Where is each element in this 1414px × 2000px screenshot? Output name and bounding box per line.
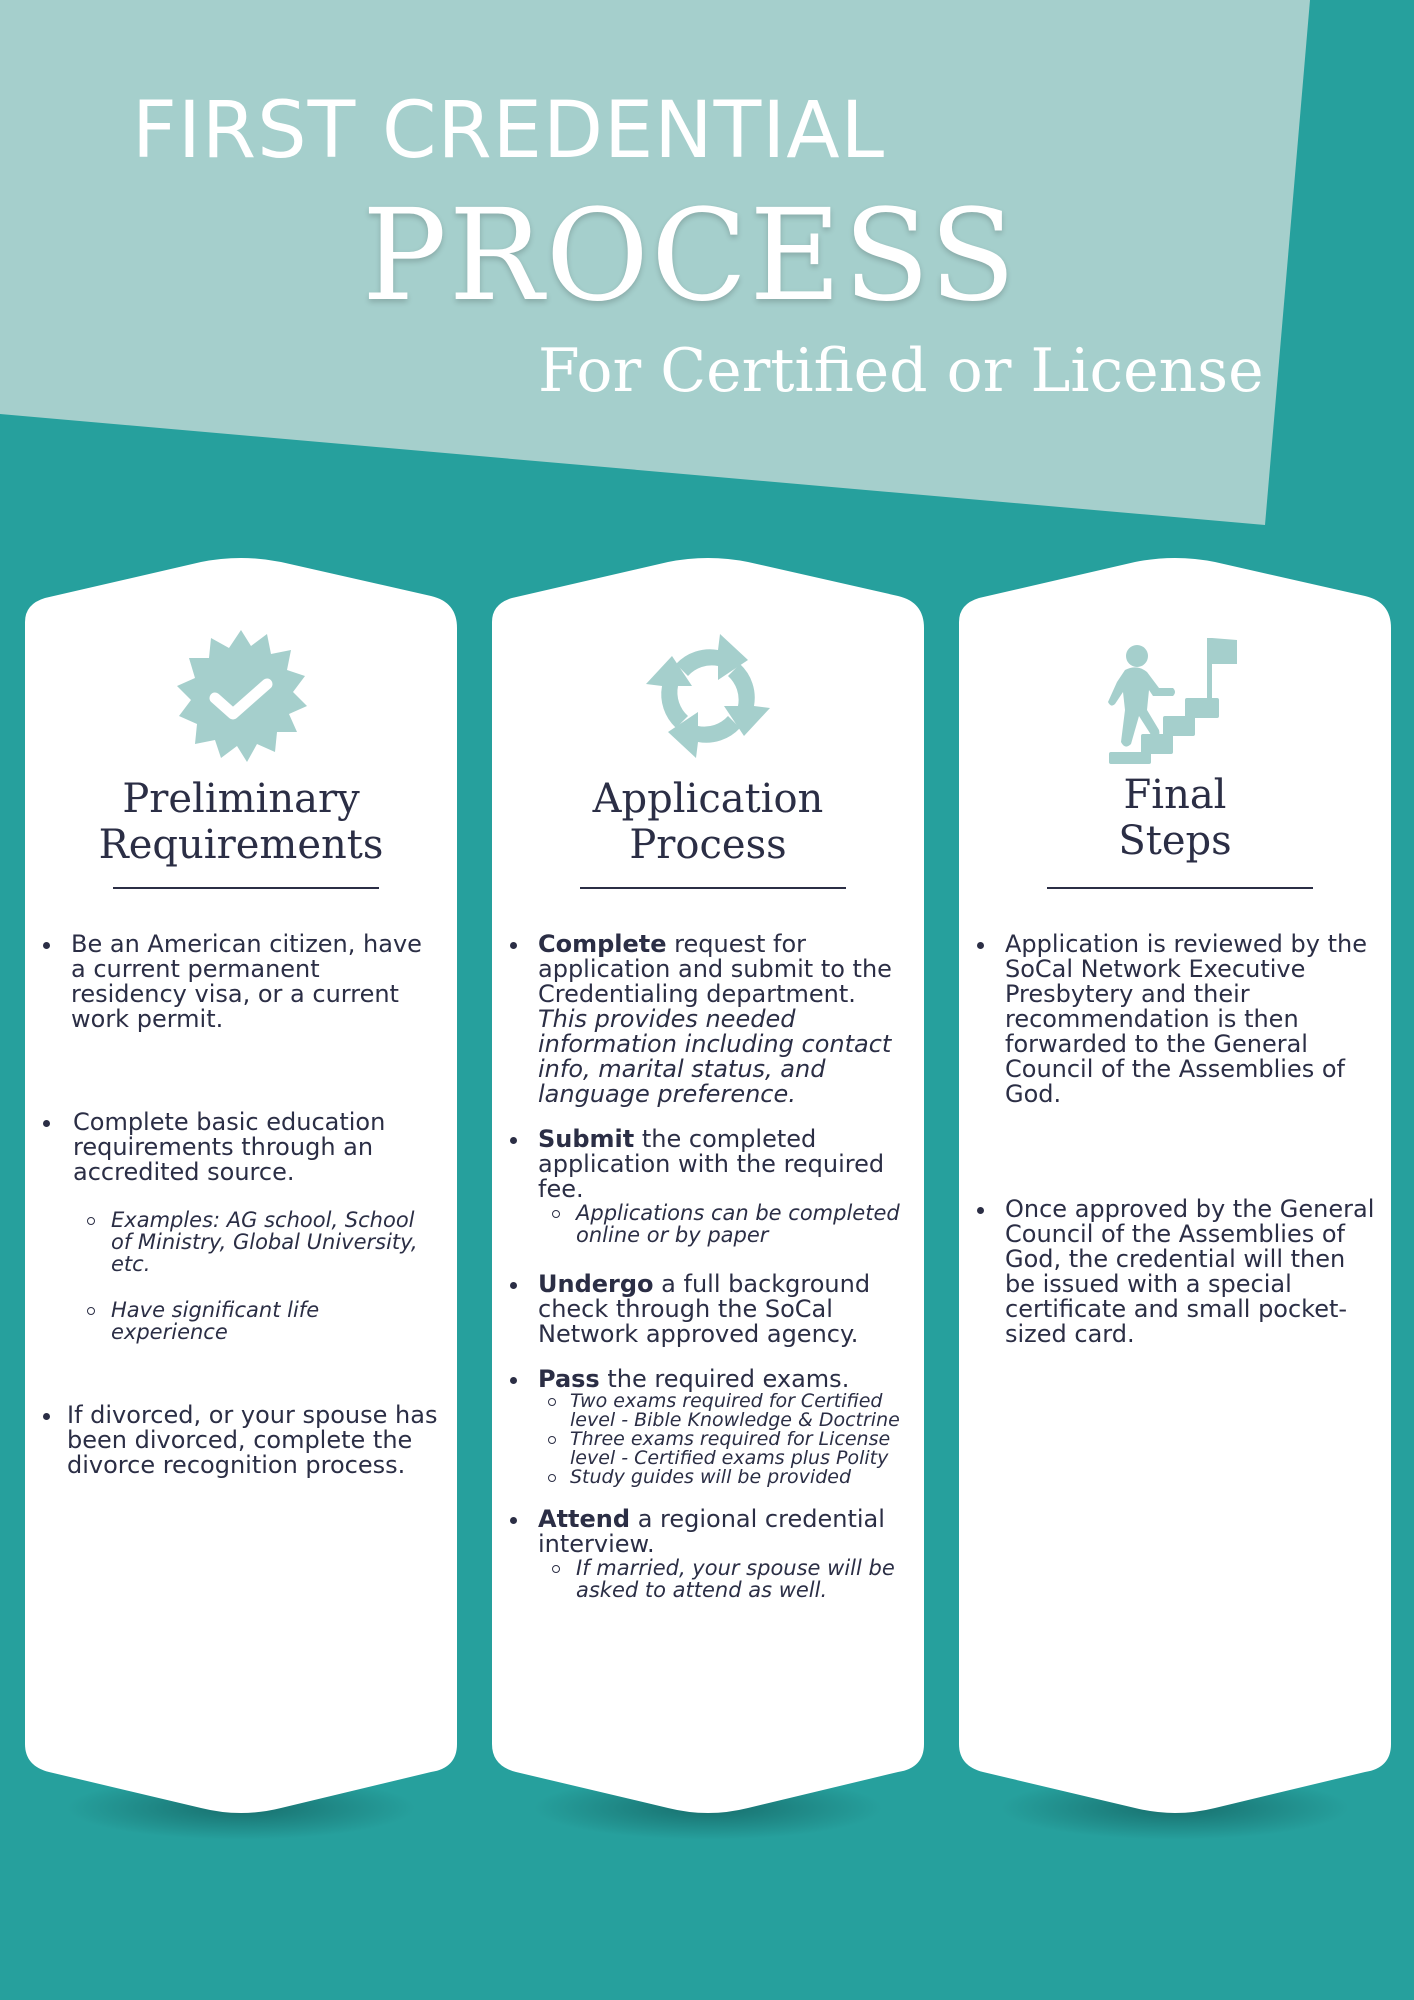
list-item: Undergo a full background check through the SoCal Network approved agency. (492, 1272, 924, 1347)
card-preliminary-requirements (25, 558, 457, 1820)
sub-list-item: Examples: AG school, School of Ministry, Global University, etc. (73, 1209, 443, 1275)
card-title: Final Steps (1118, 772, 1232, 864)
list-item: Be an American citizen, have a current permanent residency visa, or a current work permit. (25, 932, 457, 1032)
sub-list-item: Three exams required for License level - Certified exams plus Polity (538, 1430, 910, 1468)
sub-list-item: Study guides will be provided (538, 1468, 910, 1487)
title-line-1: FIRST CREDENTIAL (132, 86, 886, 176)
sub-list-item: If married, your spouse will be asked to attend as well. (538, 1557, 910, 1601)
sub-list-item: Applications can be completed online or by paper (538, 1202, 910, 1246)
list-item: If divorced, or your spouse has been divorced, complete the divorce recognition process. (25, 1403, 457, 1478)
list-item: Complete request for application and submit to the Credentialing department. This provides needed information including contact info, marital status, and language preference. (492, 932, 924, 1107)
list-item: Submit the completed application with the required fee. Applications can be completed online or by paper (492, 1127, 924, 1246)
list-item: Complete basic education requirements through an accredited source. Examples: AG school, School of Ministry, Global University, etc. Have significant life experience (25, 1110, 457, 1343)
cycle-arrows-icon (638, 626, 778, 766)
list-item: Once approved by the General Council of the Assemblies of God, the credential will then be issued with a special certificate and small pocket-sized card. (959, 1197, 1391, 1347)
card-application-process (492, 558, 924, 1820)
list-item: Application is reviewed by the SoCal Network Executive Presbytery and their recommendation is then forwarded to the General Council of the Assemblies of God. (959, 932, 1391, 1107)
process-step-list (492, 932, 924, 1601)
card-title: Application Process (592, 776, 824, 868)
list-item: Attend a regional credential interview. If married, your spouse will be asked to attend as well. (492, 1507, 924, 1601)
title-divider (1047, 887, 1313, 889)
title-divider (580, 887, 846, 889)
subtitle: For Certified or License (538, 336, 1264, 406)
title-line-2: PROCESS (362, 182, 1018, 329)
verified-badge-icon (171, 626, 311, 766)
requirement-list (25, 932, 457, 1478)
stairs-goal-flag-icon (1093, 634, 1253, 774)
card-title: Preliminary Requirements (98, 776, 384, 868)
card-final-steps (959, 558, 1391, 1820)
final-step-list (959, 932, 1391, 1347)
title-divider (113, 887, 379, 889)
list-item: Pass the required exams. Two exams required for Certified level - Bible Knowledge & Doctrine Three exams required for License level - Certified exams plus Polity Study guides will be provided (492, 1367, 924, 1487)
sub-list-item: Two exams required for Certified level - Bible Knowledge & Doctrine (538, 1392, 910, 1430)
sub-list-item: Have significant life experience (73, 1299, 443, 1343)
